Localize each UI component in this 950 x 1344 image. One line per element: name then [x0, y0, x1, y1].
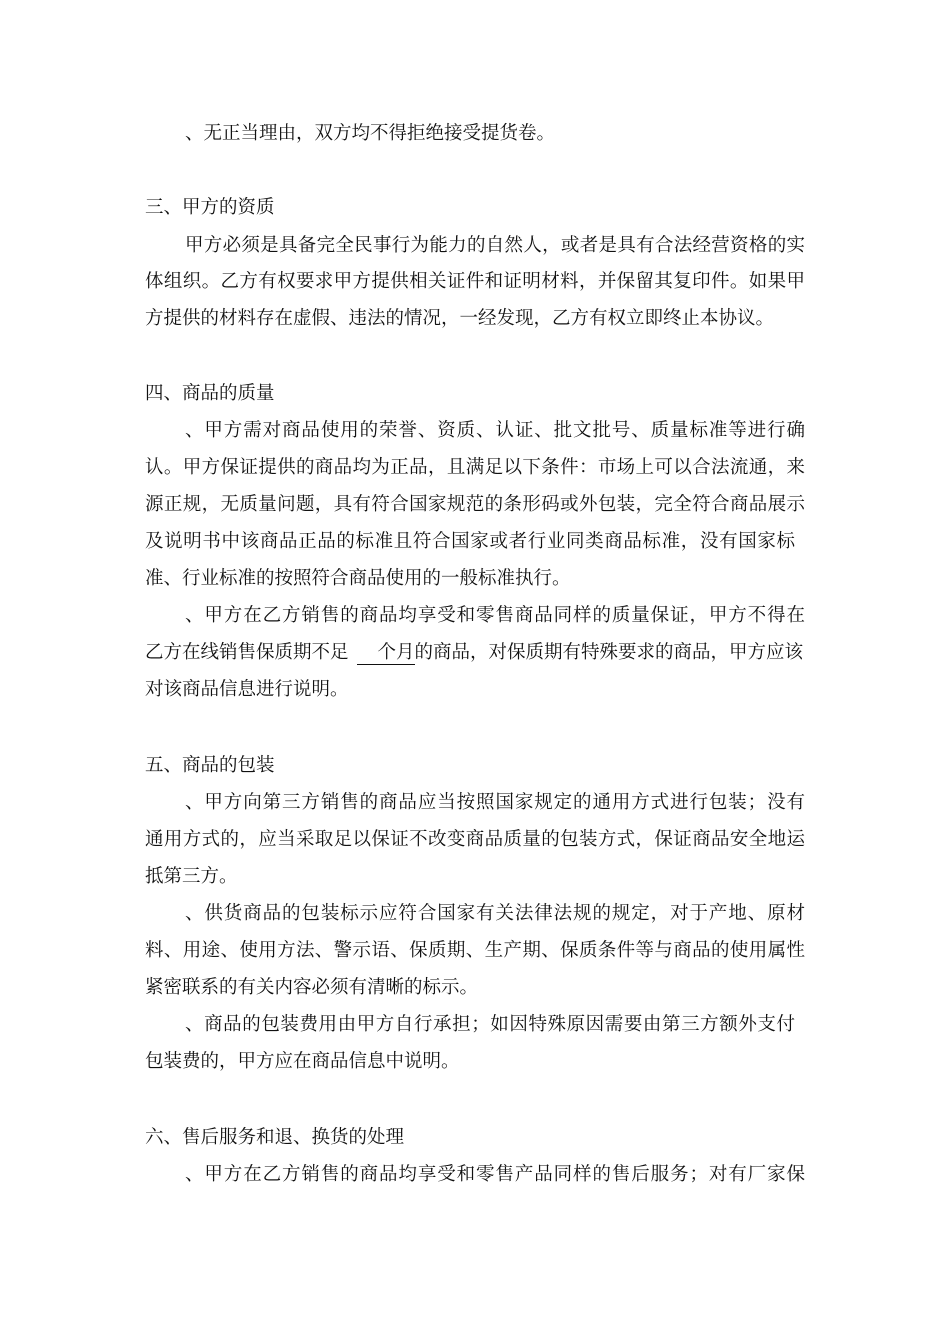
- paragraph-line: 、甲方需对商品使用的荣誉、资质、认证、批文批号、质量标准等进行确: [185, 420, 805, 441]
- paragraph-line: 对该商品信息进行说明。: [145, 679, 349, 700]
- paragraph-line: 、甲方在乙方销售的商品均享受和零售商品同样的质量保证，甲方不得在: [185, 605, 805, 626]
- paragraph-line: 甲方必须是具备完全民事行为能力的自然人，或者是具有合法经营资格的实: [185, 235, 805, 256]
- paragraph-line: 方提供的材料存在虚假、违法的情况，一经发现，乙方有权立即终止本协议。: [145, 308, 775, 329]
- intro-paragraph: 、无正当理由，双方均不得拒绝接受提货卷。: [185, 123, 556, 144]
- section-heading-5: 五、商品的包装: [145, 755, 275, 776]
- paragraph-line: 、商品的包装费用由甲方自行承担；如因特殊原因需要由第三方额外支付: [185, 1014, 795, 1035]
- paragraph-line: 料、用途、使用方法、警示语、保质期、生产期、保质条件等与商品的使用属性: [145, 940, 805, 961]
- filled-blank: 个月: [357, 642, 415, 665]
- paragraph-line: 、甲方在乙方销售的商品均享受和零售产品同样的售后服务；对有厂家保: [185, 1164, 805, 1185]
- paragraph-text: 的商品，对保质期有特殊要求的商品，甲方应该: [414, 642, 804, 663]
- paragraph-line: 包装费的，甲方应在商品信息中说明。: [145, 1051, 460, 1072]
- paragraph-line: 、甲方向第三方销售的商品应当按照国家规定的通用方式进行包装；没有: [185, 792, 805, 813]
- paragraph-line-with-blank: [145, 635, 803, 672]
- paragraph-text: 乙方在线销售保质期不足: [145, 642, 349, 663]
- paragraph-line: 体组织。乙方有权要求甲方提供相关证件和证明材料，并保留其复印件。如果甲: [145, 271, 805, 292]
- paragraph-line: 通用方式的，应当采取足以保证不改变商品质量的包装方式，保证商品安全地运: [145, 829, 805, 850]
- paragraph-line: 及说明书中该商品正品的标准且符合国家或者行业同类商品标准，没有国家标: [145, 531, 795, 552]
- paragraph-line: 紧密联系的有关内容必须有清晰的标示。: [145, 977, 479, 998]
- section-heading-3: 三、甲方的资质: [145, 197, 275, 218]
- paragraph-line: 准、行业标准的按照符合商品使用的一般标准执行。: [145, 568, 571, 589]
- section-heading-4: 四、商品的质量: [145, 383, 275, 404]
- paragraph-line: 、供货商品的包装标示应符合国家有关法律法规的规定，对于产地、原材: [185, 903, 805, 924]
- section-heading-6: 六、售后服务和退、换货的处理: [145, 1127, 405, 1148]
- paragraph-line: 认。甲方保证提供的商品均为正品，且满足以下条件：市场上可以合法流通，来: [145, 457, 805, 478]
- paragraph-line: 抵第三方。: [145, 866, 238, 887]
- paragraph-line: 源正规，无质量问题，具有符合国家规范的条形码或外包装，完全符合商品展示: [145, 494, 805, 515]
